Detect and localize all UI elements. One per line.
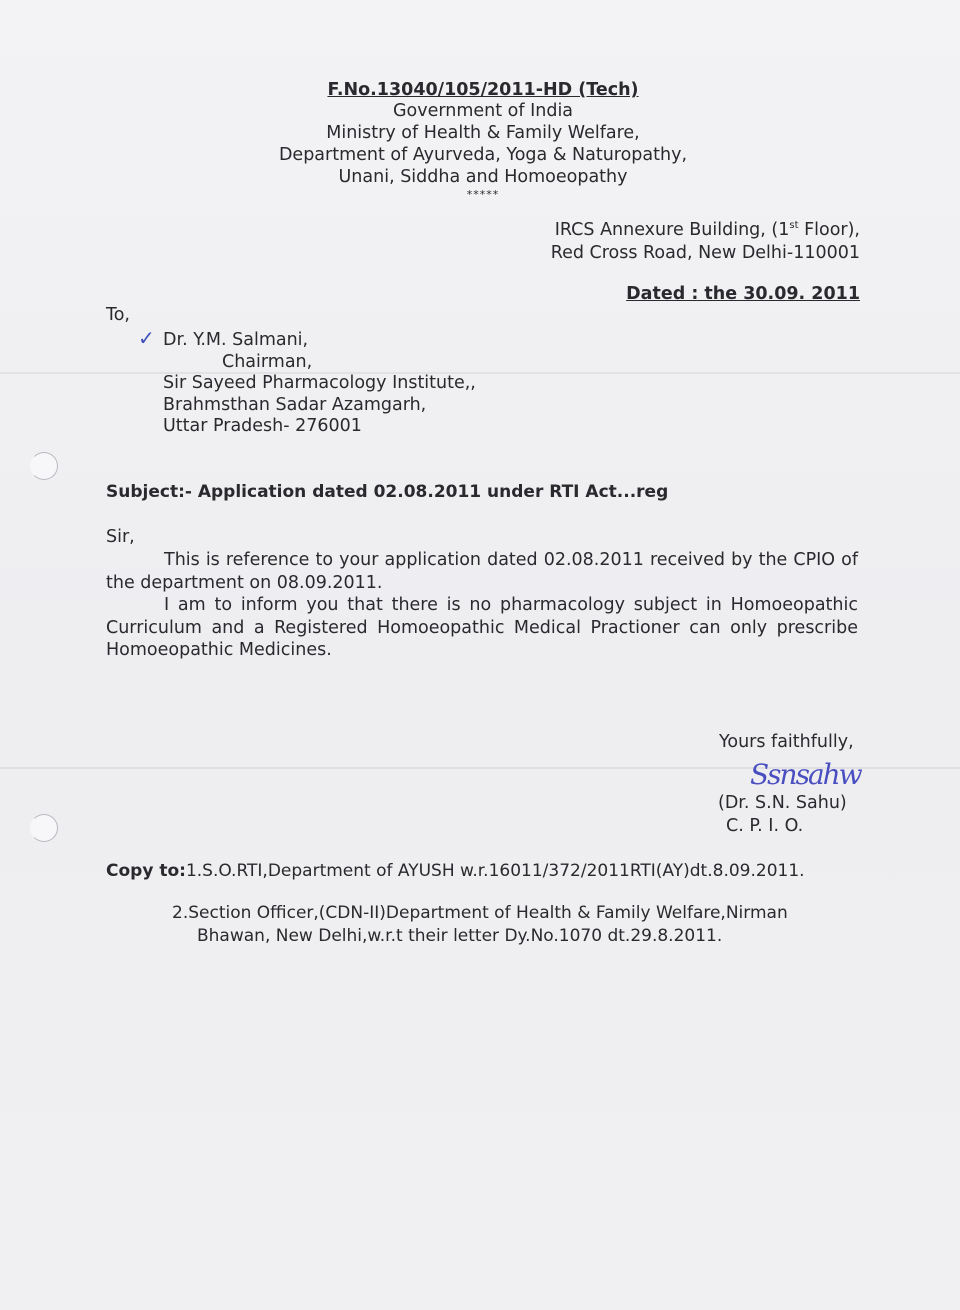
address-line-2: Red Cross Road, New Delhi-110001 [550, 242, 860, 263]
copy-to-item-1-text: 1.S.O.RTI,Department of AYUSH w.r.16011/372/2011RTI(AY)dt.8.09.2011. [185, 861, 805, 881]
copy-to-item-2-line-1: 2.Section Officer,(CDN-II)Department of Health & Family Welfare,Nirman [172, 903, 788, 923]
file-number: F.No.13040/105/2011-HD (Tech) [327, 80, 639, 100]
org-line-systems: Unani, Siddha and Homoeopathy [338, 167, 628, 187]
salutation: Sir, [106, 527, 135, 547]
handwritten-signature: Ssnsahw [750, 758, 861, 791]
punch-hole-icon [30, 452, 58, 480]
copy-to-label: Copy to: [106, 861, 186, 881]
address-superscript: st [789, 220, 799, 231]
address-line-1-text: IRCS Annexure Building, (1 [554, 219, 790, 240]
letter-date: Dated : the 30.09. 2011 [626, 284, 860, 304]
signatory-designation: C. P. I. O. [726, 816, 804, 836]
paper-fold-line [0, 372, 960, 374]
separator-stars: ***** [466, 188, 500, 201]
address-line-1-end: Floor), [798, 219, 860, 240]
recipient-name: Dr. Y.M. Salmani, [163, 330, 309, 350]
org-line-ministry: Ministry of Health & Family Welfare, [326, 123, 640, 143]
address-line-1 [551, 214, 860, 242]
org-line-department: Department of Ayurveda, Yoga & Naturopathy, [278, 145, 688, 165]
copy-to-item-1 [106, 860, 805, 882]
paragraph-1: This is reference to your application dated 02.08.2011 received by the CPIO of the department on 08.09.2011. [106, 550, 858, 593]
signatory-name: (Dr. S.N. Sahu) [718, 793, 847, 813]
subject-line: Subject:- Application dated 02.08.2011 under RTI Act...reg [106, 482, 669, 502]
letter-body [106, 549, 858, 662]
recipient-address-2: Uttar Pradesh- 276001 [163, 416, 362, 436]
recipient-org: Sir Sayeed Pharmacology Institute,, [163, 373, 476, 393]
letterhead [0, 80, 960, 201]
punch-hole-icon [30, 814, 58, 842]
office-address [551, 214, 860, 265]
to-label: To, [106, 305, 130, 325]
checkmark-icon: ✓ [138, 326, 155, 350]
org-line-govt: Government of India [392, 101, 574, 121]
recipient-address-1: Brahmsthan Sadar Azamgarh, [163, 395, 427, 415]
copy-to-item-2-line-2: Bhawan, New Delhi,w.r.t their letter Dy.No.1070 dt.29.8.2011. [197, 926, 723, 946]
valediction: Yours faithfully, [719, 732, 854, 752]
paragraph-2: I am to inform you that there is no pharmacology subject in Homoeopathic Curriculum and a Registered Homoeopathic Medical Practioner can only prescribe Homoeopathic Medicines. [106, 595, 858, 660]
recipient-title: Chairman, [222, 352, 313, 372]
